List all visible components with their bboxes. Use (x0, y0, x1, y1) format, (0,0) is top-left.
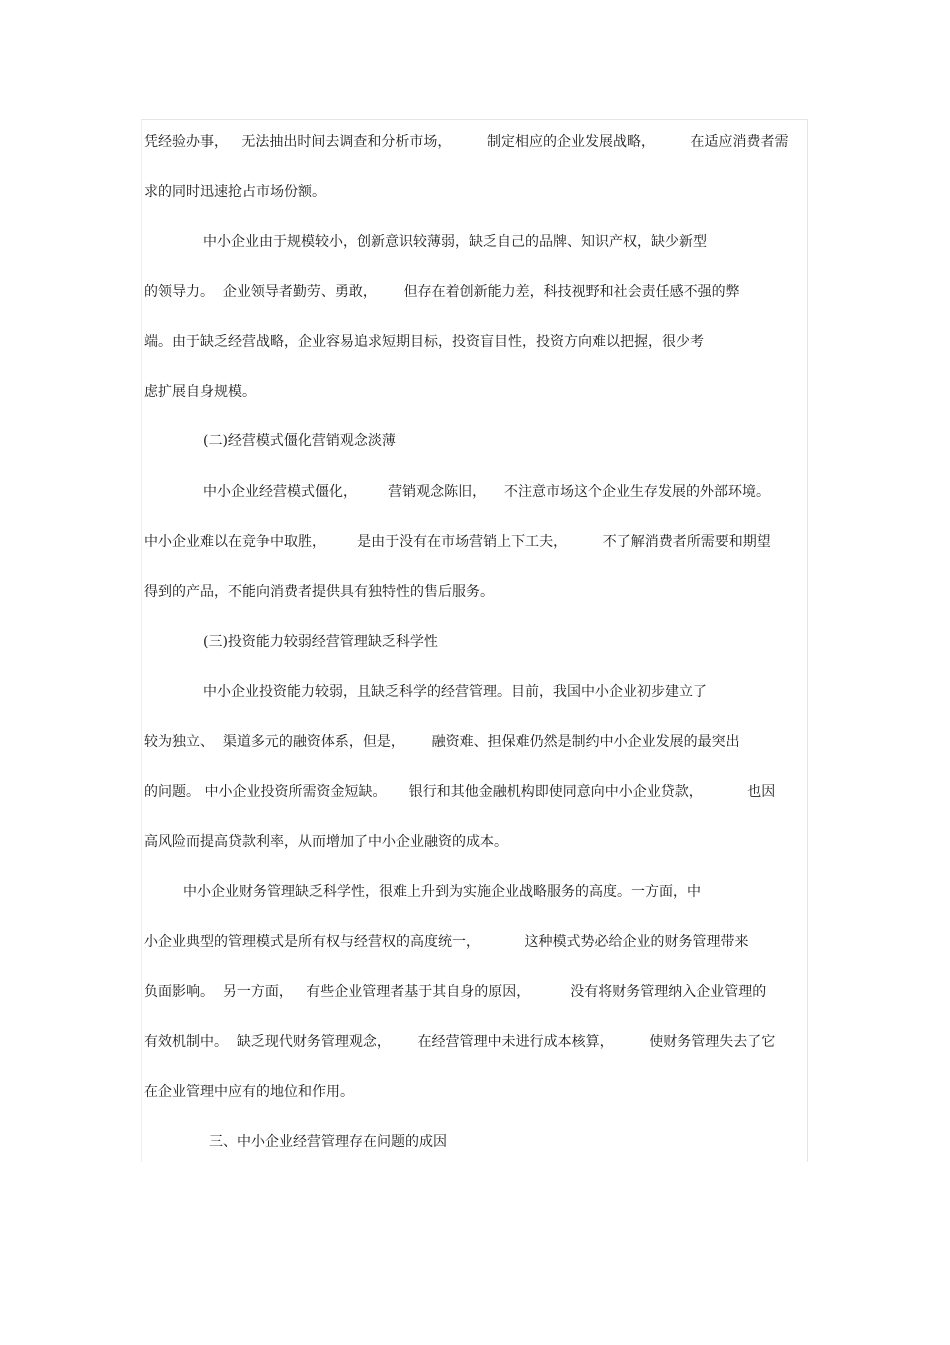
text-line: 虑扩展自身规模。 (144, 384, 256, 400)
text-line: 得到的产品，不能向消费者提供具有独特性的售后服务。 (144, 584, 494, 600)
text-line: 中小企业投资能力较弱，且缺乏科学的经营管理。目前，我国中小企业初步建立了 (203, 684, 707, 700)
text-line: 较为独立、 渠道多元的融资体系，但是， 融资难、担保难仍然是制约中小企业发展的最突出 (144, 734, 740, 750)
text-line: 中小企业由于规模较小，创新意识较薄弱，缺乏自己的品牌、知识产权，缺少新型 (203, 234, 707, 250)
text-line: 求的同时迅速抢占市场份额。 (144, 184, 326, 200)
text-line: 小企业典型的管理模式是所有权与经营权的高度统一， 这种模式势必给企业的财务管理带来 (144, 934, 749, 950)
text-line: 中小企业经营模式僵化， 营销观念陈旧， 不注意市场这个企业生存发展的外部环境。 (203, 484, 770, 500)
text-line: 的问题。 中小企业投资所需资金短缺。 银行和其他金融机构即使同意向中小企业贷款， 也因 (144, 784, 776, 800)
text-line: 凭经验办事， 无法抽出时间去调查和分析市场， 制定相应的企业发展战略， 在适应消费者需 (144, 134, 789, 150)
text-line: 高风险而提高贷款利率，从而增加了中小企业融资的成本。 (144, 834, 508, 850)
text-line: 中小企业难以在竞争中取胜， 是由于没有在市场营销上下工夫， 不了解消费者所需要和期望 (144, 534, 771, 550)
text-line: 负面影响。 另一方面， 有些企业管理者基于其自身的原因， 没有将财务管理纳入企业管理的 (144, 984, 767, 1000)
section-heading: (三)投资能力较弱经营管理缺乏科学性 (203, 634, 438, 650)
section-heading: (二)经营模式僵化营销观念淡薄 (203, 433, 396, 449)
text-line: 中小企业财务管理缺乏科学性，很难上升到为实施企业战略服务的高度。一方面，中 (183, 884, 701, 900)
text-line: 的领导力。 企业领导者勤劳、勇敢， 但存在着创新能力差，科技视野和社会责任感不强的弊 (144, 284, 740, 300)
text-line: 在企业管理中应有的地位和作用。 (144, 1084, 354, 1100)
text-line: 有效机制中。 缺乏现代财务管理观念， 在经营管理中未进行成本核算， 使财务管理失去了它 (144, 1034, 776, 1050)
text-line: 端。由于缺乏经营战略，企业容易追求短期目标，投资盲目性，投资方向难以把握，很少考 (144, 334, 704, 350)
section-heading: 三、中小企业经营管理存在问题的成因 (209, 1134, 447, 1150)
